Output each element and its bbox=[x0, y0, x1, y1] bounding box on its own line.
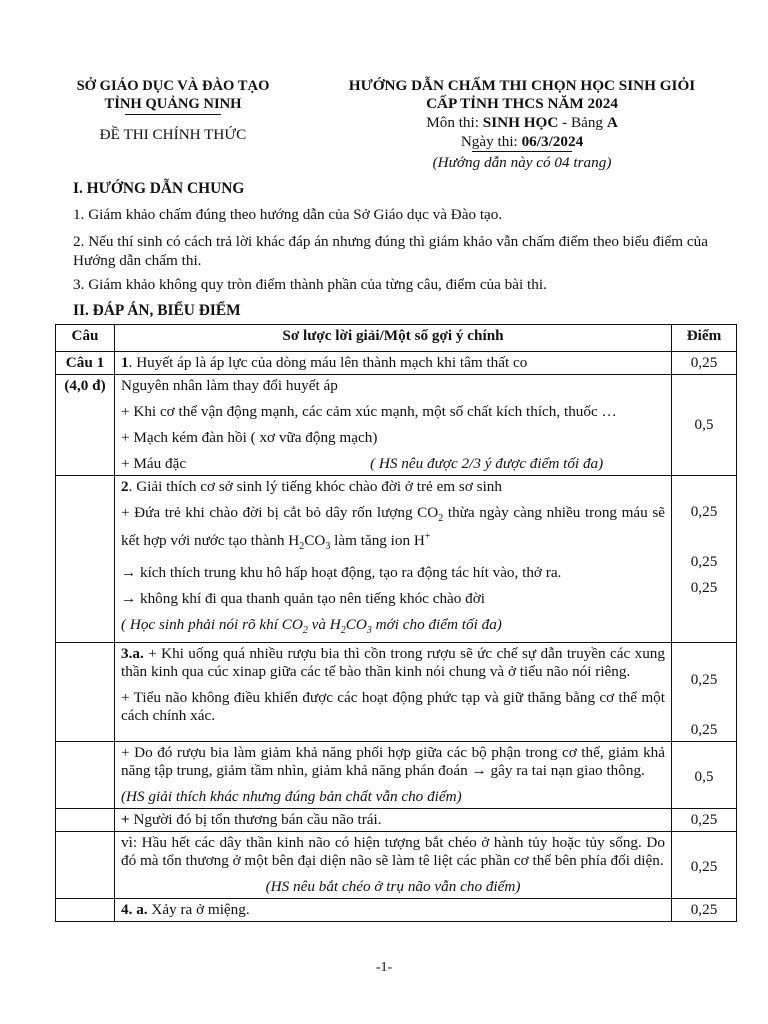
solution-text: + Khi uống quá nhiều rượu bia thì cồn trong rượu sẽ ức chế sự dẫn truyền các xung thần kinh qua cúc xinap giữa các tế bào thần kinh nói chung và ở tiểu não nói riêng. bbox=[121, 645, 665, 681]
col-question-header: Câu bbox=[56, 325, 115, 352]
table-row bbox=[56, 832, 737, 899]
question-points: (4,0 đ) bbox=[64, 377, 106, 394]
note-text: ( Học sinh phải nói rõ khí CO bbox=[121, 616, 303, 634]
question-cell bbox=[56, 899, 115, 922]
grading-note: (HS giải thích khác nhưng đúng bản chất vẫn cho điểm) bbox=[121, 788, 462, 806]
note-text: và H bbox=[307, 616, 341, 634]
score-cell bbox=[672, 742, 737, 809]
subscript: 2 bbox=[438, 513, 444, 525]
solution-text: + Tiểu não không điều khiển được các hoạt động phức tạp và giữ thăng bằng cơ thể một cách chính xác. bbox=[121, 689, 665, 725]
sub-item-label: . a. bbox=[128, 901, 148, 919]
solution-text: làm tăng ion H bbox=[330, 532, 425, 550]
item-number: 4 bbox=[121, 901, 129, 919]
solution-text: thừa ngày càng nhiều trong máu sẽ kết hợp với nước tạo thành H bbox=[121, 504, 666, 550]
solution-cell bbox=[115, 832, 672, 899]
score-value: 0,25 bbox=[690, 721, 718, 739]
general-item-1: 1. Giám khảo chấm đúng theo hướng dẫn của Sở Giáo dục và Đào tạo. bbox=[73, 206, 503, 223]
solution-text: + Máu đặc bbox=[121, 455, 187, 472]
solution-text: → kích thích trung khu hô hấp hoạt động, tạo ra động tác hít vào, thở ra. bbox=[121, 564, 562, 582]
general-item-2: 2. Nếu thí sinh có cách trả lời khác đáp án nhưng đúng thì giám khảo vẫn chấm điểm theo biểu điểm của Hướng dẫn chấm thi. bbox=[73, 233, 708, 269]
exam-date-line bbox=[322, 132, 722, 151]
table-row bbox=[56, 643, 737, 742]
issuing-authority bbox=[48, 77, 298, 145]
solution-text: CO bbox=[304, 532, 326, 550]
solution-text: → không khí đi qua thanh quản tạo nên tiếng khóc chào đời bbox=[121, 590, 486, 608]
score-cell: 0,25 bbox=[672, 809, 737, 832]
bullet: + bbox=[121, 811, 130, 829]
table-row bbox=[56, 352, 737, 375]
answer-table bbox=[55, 324, 737, 922]
solution-line bbox=[121, 455, 665, 473]
subscript: 2 bbox=[299, 541, 305, 553]
page-number: -1- bbox=[375, 960, 393, 975]
question-cell bbox=[56, 643, 115, 742]
answers-heading: II. ĐÁP ÁN, BIỂU ĐIỂM bbox=[73, 302, 241, 319]
board-name: A bbox=[606, 114, 618, 131]
header-underline bbox=[125, 114, 221, 115]
solution-cell bbox=[115, 375, 672, 476]
question-label bbox=[56, 352, 115, 375]
item-number: 1 bbox=[121, 354, 129, 371]
score-value: 0,5 bbox=[694, 768, 714, 786]
title-line-2: CẤP TỈNH THCS NĂM 2024 bbox=[426, 95, 618, 112]
subject-prefix: Môn thi: bbox=[426, 114, 483, 131]
subject-name: SINH HỌC bbox=[482, 114, 559, 131]
solution-text: Nguyên nhân làm thay đổi huyết áp bbox=[121, 377, 338, 394]
document-title-block bbox=[322, 77, 722, 173]
solution-text: Xảy ra ở miệng. bbox=[147, 901, 250, 919]
solution-text: . Huyết áp là áp lực của dòng máu lên thành mạch khi tâm thất co bbox=[128, 354, 528, 371]
question-cell bbox=[56, 809, 115, 832]
solution-paragraph bbox=[121, 504, 665, 556]
date-underline bbox=[472, 151, 572, 152]
score-value: 0,25 bbox=[690, 671, 718, 689]
solution-cell bbox=[115, 809, 672, 832]
solution-text: + Khi cơ thể vận động mạnh, các cảm xúc mạnh, một số chất kích thích, thuốc … bbox=[121, 403, 617, 420]
province-name: TỈNH QUẢNG NINH bbox=[104, 96, 242, 112]
subject-line bbox=[322, 113, 722, 132]
score-cell: 0,5 bbox=[672, 375, 737, 476]
solution-cell bbox=[115, 643, 672, 742]
general-heading: I. HƯỚNG DẪN CHUNG bbox=[73, 180, 245, 197]
department-name: SỞ GIÁO DỤC VÀ ĐÀO TẠO bbox=[76, 78, 270, 94]
score-value: 0,25 bbox=[690, 503, 718, 520]
item-number: 2 bbox=[121, 478, 129, 495]
table-row bbox=[56, 375, 737, 476]
table-row bbox=[56, 476, 737, 643]
board-prefix: - Bảng bbox=[558, 114, 607, 131]
solution-text: + Mạch kém đàn hồi ( xơ vữa động mạch) bbox=[121, 429, 378, 446]
col-score-header: Điểm bbox=[672, 325, 737, 352]
question-cell bbox=[56, 742, 115, 809]
score-value: 0,25 bbox=[690, 858, 718, 876]
note-text: mới cho điểm tối đa) bbox=[371, 616, 502, 634]
page-count-note: (Hướng dẫn này có 04 trang) bbox=[432, 154, 612, 171]
solution-text: Người đó bị tổn thương bán cầu não trái. bbox=[129, 811, 382, 829]
score-value: 0,25 bbox=[690, 553, 718, 570]
solution-text: + Đứa trẻ khi chào đời bị cắt bỏ dây rốn lượng CO bbox=[121, 504, 439, 521]
score-cell bbox=[672, 643, 737, 742]
general-item-3: 3. Giám khảo không quy tròn điểm thành phần của từng câu, điểm của bài thi. bbox=[73, 276, 547, 293]
question-cell bbox=[56, 476, 115, 643]
solution-text: vì: Hầu hết các dây thần kinh não có hiện tượng bắt chéo ở hành tủy hoặc tủy sống. Do đó mà tổn thương ở một bên đại diện não sẽ làm tê liệt các phần cơ thể bên phía đối diện. bbox=[121, 834, 665, 870]
question-cell bbox=[56, 832, 115, 899]
grading-note: (HS nêu bắt chéo ở trụ não vẫn cho điểm) bbox=[265, 878, 521, 896]
table-header-row bbox=[56, 325, 737, 352]
superscript: + bbox=[424, 531, 431, 543]
title-line-1: HƯỚNG DẪN CHẤM THI CHỌN HỌC SINH GIỎI bbox=[348, 77, 696, 94]
solution-text: . Giải thích cơ sở sinh lý tiếng khóc chào đời ở trẻ em sơ sinh bbox=[128, 478, 502, 495]
grading-note bbox=[121, 616, 665, 640]
date-prefix: Ngày thi: bbox=[460, 133, 522, 150]
official-exam-label: ĐỀ THI CHÍNH THỨC bbox=[99, 126, 247, 143]
subscript: 3 bbox=[325, 541, 331, 553]
solution-cell bbox=[115, 899, 672, 922]
score-value: 0,25 bbox=[690, 579, 718, 596]
table-row bbox=[56, 809, 737, 832]
score-cell: 0,25 bbox=[672, 899, 737, 922]
solution-cell bbox=[115, 742, 672, 809]
grading-note: ( HS nêu được 2/3 ý được điểm tối đa) bbox=[370, 455, 604, 472]
question-number: Câu 1 bbox=[65, 354, 105, 371]
solution-cell bbox=[115, 352, 672, 375]
item-number: 3.a. bbox=[121, 645, 144, 663]
score-cell bbox=[672, 832, 737, 899]
solution-paragraph bbox=[121, 645, 665, 681]
col-solution-header: Sơ lược lời giải/Một số gợi ý chính bbox=[115, 325, 672, 352]
table-row bbox=[56, 742, 737, 809]
solution-text: + Do đó rượu bia làm giảm khả năng phối hợp giữa các bộ phận trong cơ thể, giảm khả năng tập trung, giảm tầm nhìn, giảm khả năng phán đoán → gây ra tai nạn giao thông. bbox=[121, 744, 665, 780]
subscript: 2 bbox=[340, 625, 346, 637]
note-text: CO bbox=[345, 616, 367, 634]
table-row bbox=[56, 899, 737, 922]
solution-line bbox=[121, 478, 665, 496]
solution-cell bbox=[115, 476, 672, 643]
exam-date: 06/3/2024 bbox=[521, 133, 584, 150]
score-cell: 0,25 bbox=[672, 352, 737, 375]
score-cell bbox=[672, 476, 737, 643]
subscript: 2 bbox=[302, 625, 308, 637]
question-points-cell bbox=[56, 375, 115, 476]
subscript: 3 bbox=[366, 625, 372, 637]
